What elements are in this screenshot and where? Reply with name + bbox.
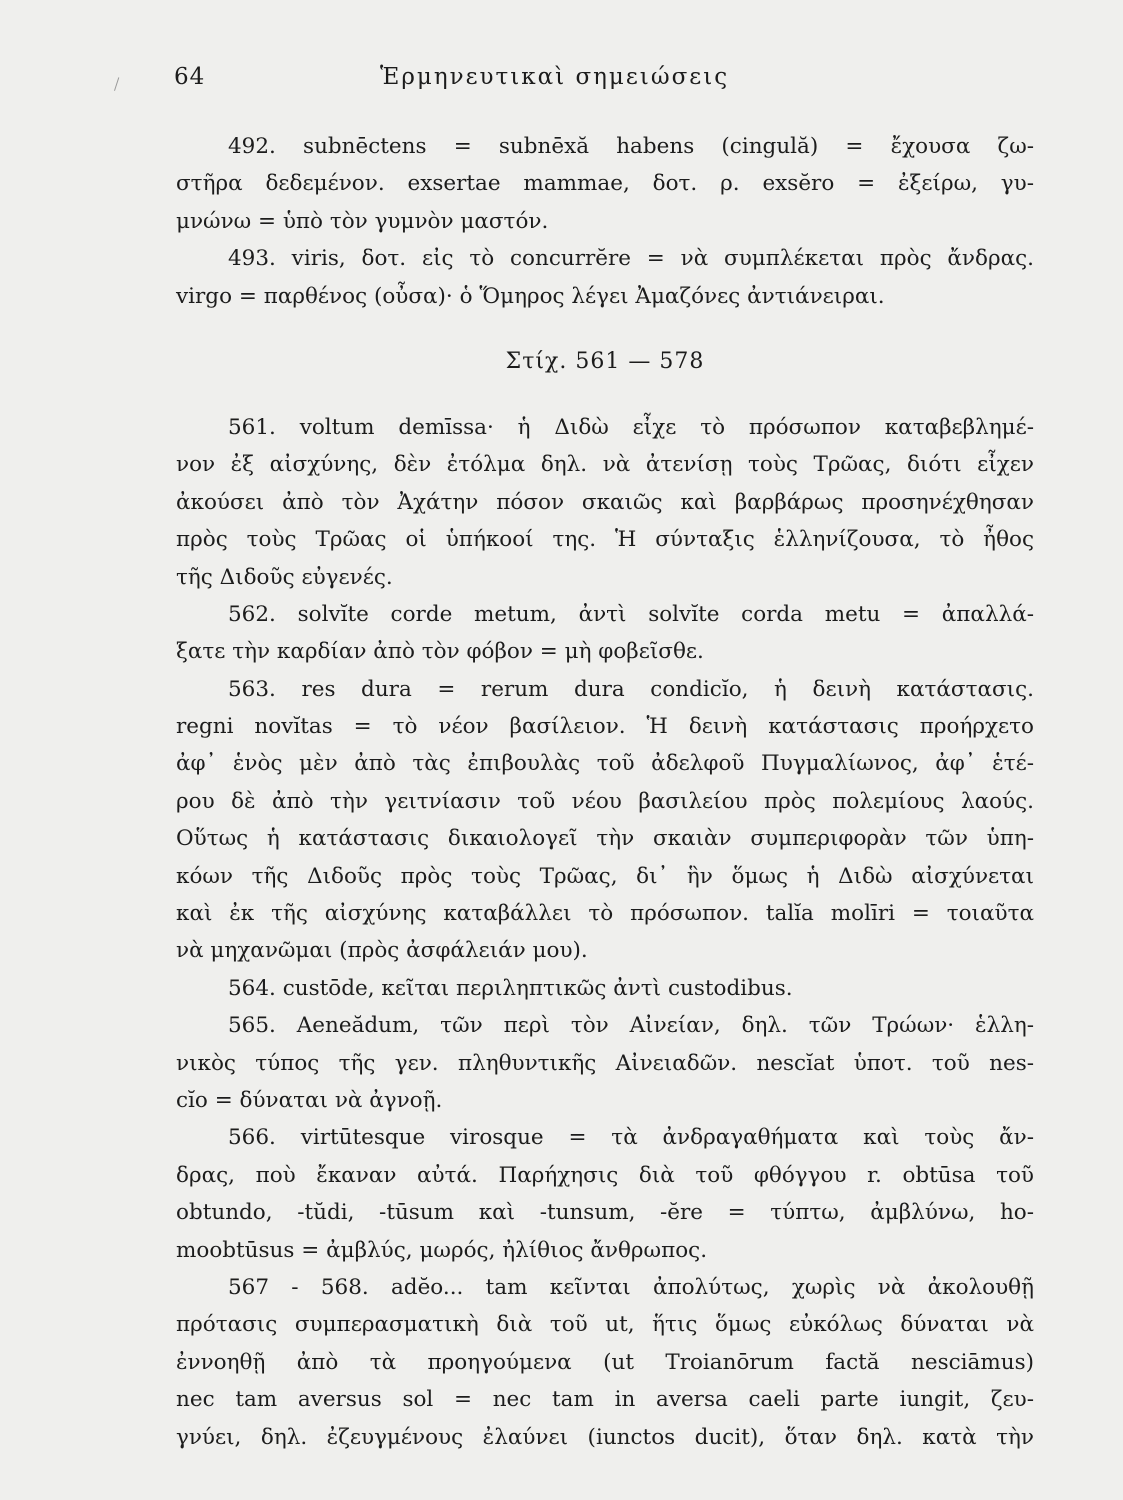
text-line: 562. solvĭte corde metum, ἀντὶ solvĭte corda metu = ἀπαλλά- bbox=[228, 601, 1034, 627]
text-line: γνύει, δηλ. ἐζευγμένους ἐλαύνει (iunctos ducit), ὅταν δηλ. κατὰ τὴν bbox=[176, 1424, 1034, 1450]
section-heading: Στίχ. 561 — 578 bbox=[505, 348, 705, 374]
commentary-text bbox=[176, 128, 1034, 1456]
text-line: καὶ ἐκ τῆς αἰσχύνης καταβάλλει τὸ πρόσωπον. talĭa molīri = τοιαῦτα bbox=[176, 901, 1034, 927]
text-line: μνώνω = ὑπὸ τὸν γυμνὸν μαστόν. bbox=[176, 208, 549, 234]
text-line: ρου δὲ ἀπὸ τὴν γειτνίασιν τοῦ νέου βασιλείου πρὸς πολεμίους λαούς. bbox=[176, 788, 1034, 814]
text-line: nec tam aversus sol = nec tam in aversa caeli parte iungit, ζευ- bbox=[176, 1387, 1034, 1413]
running-title: Ἑρμηνευτικαὶ σημειώσεις bbox=[380, 64, 730, 90]
text-line: 566. virtūtesque virosque = τὰ ἀνδραγαθήματα καὶ τοὺς ἄν- bbox=[228, 1125, 1034, 1151]
text-line: νον ἐξ αἰσχύνης, δὲν ἐτόλμα δηλ. νὰ ἀτενίσῃ τοὺς Τρῶας, διότι εἶχεν bbox=[176, 452, 1034, 478]
text-line: virgo = παρθένος (οὖσα)· ὁ Ὅμηρος λέγει Ἀμαζόνες ἀντιάνειραι. bbox=[176, 283, 885, 309]
text-line: τῆς Διδοῦς εὐγενές. bbox=[176, 564, 393, 590]
margin-pencil-mark bbox=[114, 77, 125, 92]
text-line: πρὸς τοὺς Τρῶας οἱ ὑπήκοοί της. Ἡ σύνταξις ἑλληνίζουσα, τὸ ἦθος bbox=[176, 527, 1034, 553]
text-line: 563. res dura = rerum dura condicĭo, ἡ δεινὴ κατάστασις. bbox=[228, 676, 1034, 702]
text-line: 492. subnēctens = subnēxă habens (cingulă) = ἔχουσα ζω- bbox=[228, 134, 1034, 159]
text-line: στῆρα δεδεμένον. exsertae mammae, δοτ. ρ. exsĕro = ἐξείρω, γυ- bbox=[176, 171, 1034, 197]
text-line: obtundo, -tŭdi, -tūsum καὶ -tunsum, -ĕre = τύπτω, ἀμβλύνω, ho- bbox=[176, 1200, 1034, 1226]
text-line: δρας, ποὺ ἔκαναν αὐτά. Παρήχησις διὰ τοῦ φθόγγου r. obtūsa τοῦ bbox=[176, 1162, 1034, 1188]
text-line: 564. custōde, κεῖται περιληπτικῶς ἀντὶ custodibus. bbox=[228, 975, 793, 1001]
text-line: regni novĭtas = τὸ νέον βασίλειον. Ἡ δεινὴ κατάστασις προήρχετο bbox=[176, 714, 1034, 740]
text-line: ἀφ᾿ ἑνὸς μὲν ἀπὸ τὰς ἐπιβουλὰς τοῦ ἀδελφοῦ Πυγμαλίωνος, ἀφ᾿ ἑτέ- bbox=[176, 751, 1034, 777]
text-line: 493. viris, δοτ. εἰς τὸ concurrĕre = νὰ συμπλέκεται πρὸς ἄνδρας. bbox=[228, 246, 1034, 272]
text-line: ξατε τὴν καρδίαν ἀπὸ τὸν φόβον = μὴ φοβεῖσθε. bbox=[176, 639, 704, 665]
text-line: νικὸς τύπος τῆς γεν. πληθυντικῆς Αἰνειαδῶν. nescĭat ὑποτ. τοῦ nes- bbox=[176, 1050, 1034, 1076]
text-line: κόων τῆς Διδοῦς πρὸς τοὺς Τρῶας, δι᾿ ἣν ὅμως ἡ Διδὼ αἰσχύνεται bbox=[176, 863, 1034, 889]
text-line: ἀκούσει ἀπὸ τὸν Ἀχάτην πόσον σκαιῶς καὶ βαρβάρως προσηνέχθησαν bbox=[176, 489, 1034, 515]
text-line: ἐννοηθῇ ἀπὸ τὰ προηγούμενα (ut Troianōrum factă nesciāmus) bbox=[176, 1349, 1034, 1375]
text-line: πρότασις συμπερασματικὴ διὰ τοῦ ut, ἥτις ὅμως εὐκόλως δύναται νὰ bbox=[176, 1312, 1034, 1338]
page-header bbox=[170, 64, 1030, 104]
text-line: 565. Aeneădum, τῶν περὶ τὸν Αἰνείαν, δηλ. τῶν Τρώων· ἑλλη- bbox=[228, 1013, 1034, 1039]
text-line: 561. voltum demīssa· ἡ Διδὼ εἶχε τὸ πρόσωπον καταβεβλημέ- bbox=[228, 414, 1034, 440]
page-number: 64 bbox=[174, 64, 206, 90]
text-line: νὰ μηχανῶμαι (πρὸς ἀσφάλειάν μου). bbox=[176, 938, 588, 964]
text-line: cĭo = δύναται νὰ ἀγνοῇ. bbox=[176, 1087, 443, 1113]
text-line: 567 - 568. adĕo... tam κεῖνται ἀπολύτως, χωρὶς νὰ ἀκολουθῇ bbox=[228, 1274, 1034, 1300]
text-line: moobtūsus = ἀμβλύς, μωρός, ἠλίθιος ἄνθρωπος. bbox=[176, 1237, 708, 1263]
text-line: Οὕτως ἡ κατάστασις δικαιολογεῖ τὴν σκαιὰν συμπεριφορὰν τῶν ὑπη- bbox=[176, 826, 1034, 852]
